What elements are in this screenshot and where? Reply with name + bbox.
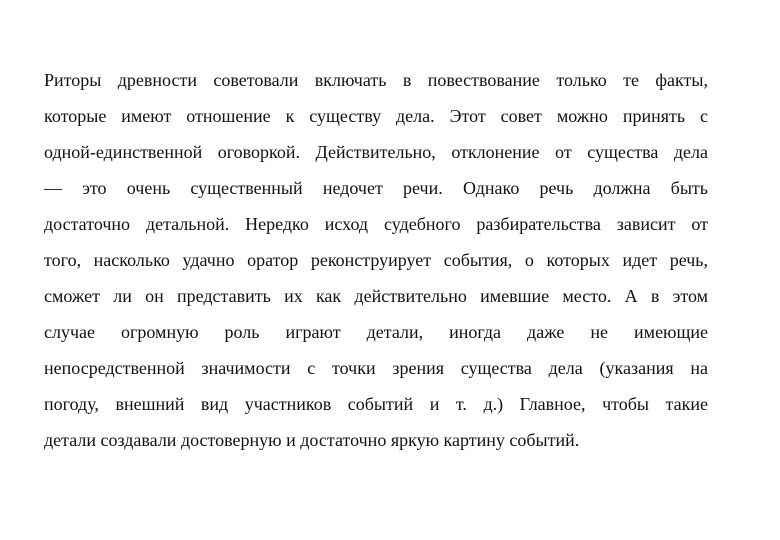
text-line: того, насколько удачно оратор реконструирует события, о которых идет речь, bbox=[44, 250, 708, 270]
text-line: одной-единственной оговоркой. Действительно, отклонение от существа дела bbox=[44, 142, 708, 162]
text-line: Риторы древности советовали включать в повествование только те факты, bbox=[44, 70, 708, 90]
text-line: детали создавали достоверную и достаточно яркую картину событий. bbox=[44, 430, 580, 450]
body-paragraph bbox=[44, 62, 708, 458]
text-line: достаточно детальной. Нередко исход судебного разбирательства зависит от bbox=[44, 214, 708, 234]
text-line: погоду, внешний вид участников событий и т. д.) Главное, чтобы такие bbox=[44, 394, 708, 414]
text-line: непосредственной значимости с точки зрения существа дела (указания на bbox=[44, 358, 708, 378]
text-line: сможет ли он представить их как действительно имевшие место. А в этом bbox=[44, 286, 708, 306]
text-line: — это очень существенный недочет речи. Однако речь должна быть bbox=[44, 178, 708, 198]
text-line: случае огромную роль играют детали, иногда даже не имеющие bbox=[44, 322, 708, 342]
text-line: которые имеют отношение к существу дела. Этот совет можно принять с bbox=[44, 106, 708, 126]
